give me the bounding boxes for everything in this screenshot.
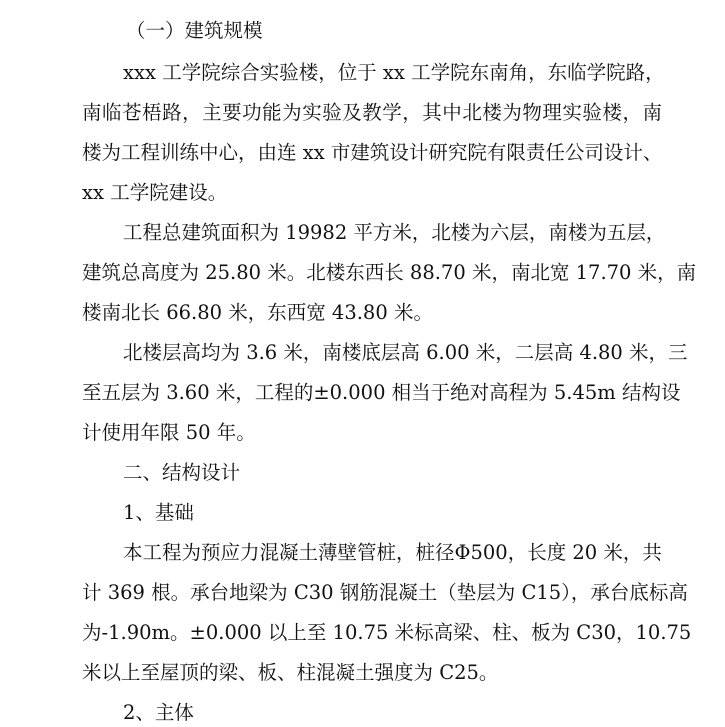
section-heading-structural-design: 二、结构设计 [123,461,241,484]
paragraph-1-line-3: 楼为工程训练中心，由连 xx 市建筑设计研究院有限责任公司设计、 [82,141,663,164]
section-heading-building-scale: （一）建筑规模 [126,19,263,42]
subheading-foundation: 1、基础 [123,501,194,524]
paragraph-4-line-3: 为-1.90m。±0.000 以上至 10.75 米标高梁、柱、板为 C30，10.75 [82,621,692,644]
paragraph-4-line-1: 本工程为预应力混凝土薄壁管桩，桩径Φ500，长度 20 米，共 [123,541,662,564]
paragraph-2-line-3: 楼南北长 66.80 米，东西宽 43.80 米。 [82,301,433,324]
paragraph-1-line-2: 南临苍梧路，主要功能为实验及教学，其中北楼为物理实验楼，南 [82,101,662,124]
paragraph-2-line-1: 工程总建筑面积为 19982 平方米，北楼为六层，南楼为五层， [123,221,666,244]
paragraph-3-line-2: 至五层为 3.60 米，工程的±0.000 相当于绝对高程为 5.45m 结构设 [82,381,681,404]
paragraph-1-line-1: xxx 工学院综合实验楼，位于 xx 工学院东南角，东临学院路， [123,61,665,84]
paragraph-2-line-2: 建筑总高度为 25.80 米。北楼东西长 88.70 米，南北宽 17.70 米，南 [82,261,697,284]
paragraph-4-line-4: 米以上至屋顶的梁、板、柱混凝土强度为 C25。 [82,661,499,684]
subheading-main-structure: 2、主体 [123,701,194,724]
paragraph-3-line-3: 计使用年限 50 年。 [82,421,256,444]
paragraph-1-line-4: xx 工学院建设。 [82,181,228,204]
paragraph-3-line-1: 北楼层高均为 3.6 米，南楼底层高 6.00 米，二层高 4.80 米，三 [123,341,688,364]
paragraph-4-line-2: 计 369 根。承台地梁为 C30 钢筋混凝土（垫层为 C15），承台底标高 [82,581,688,604]
